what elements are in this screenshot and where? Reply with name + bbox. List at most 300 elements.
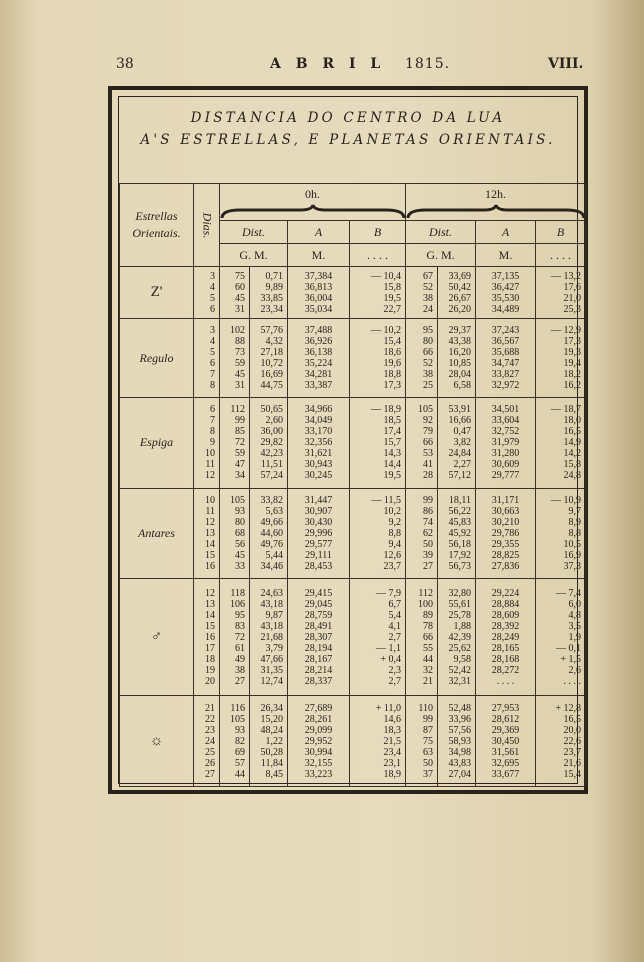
table-value: 52,48 <box>448 702 471 714</box>
table-value: 17,4 <box>383 426 401 438</box>
table-value: 29,952 <box>304 735 333 747</box>
table-value: 18,0 <box>563 415 581 427</box>
title-line-2: A'S ESTRELLAS, E PLANETAS ORIENTAIS. <box>140 132 556 148</box>
table-value: 29,996 <box>304 527 333 539</box>
b-header-12h: B <box>536 221 586 244</box>
table-value: 10,5 <box>563 538 581 550</box>
table-value: 15 <box>205 549 215 561</box>
table-value: 105 <box>230 494 245 506</box>
hour12-header: 12h. <box>406 184 586 205</box>
table-value: 12 <box>205 470 215 482</box>
table-value: 30,450 <box>491 735 520 747</box>
table-value: 22,6 <box>563 735 581 747</box>
star-group-row <box>120 319 586 397</box>
table-value: 56 <box>235 538 245 550</box>
table-value: 16,5 <box>563 426 581 438</box>
table-value: 60 <box>235 281 245 293</box>
table-value: 24,84 <box>448 448 471 460</box>
table-value: 18,11 <box>448 494 471 506</box>
hour0-header: 0h. <box>220 184 406 205</box>
table-value: 16,2 <box>563 380 581 391</box>
table-value: 21 <box>423 675 433 687</box>
table-value: 105 <box>418 404 433 416</box>
table-value: 20,0 <box>563 724 581 736</box>
table-value: 28 <box>423 470 433 482</box>
gm-unit-0h: G. M. <box>220 244 288 267</box>
table-value: 116 <box>230 702 245 714</box>
table-value: 28,825 <box>491 549 520 561</box>
table-value: . . . . <box>563 675 581 687</box>
table-value: 44,60 <box>260 527 283 539</box>
distance-table <box>119 183 586 787</box>
table-value: 35,688 <box>491 347 520 358</box>
table-value: 14,2 <box>563 448 581 460</box>
table-value: 28,194 <box>304 642 333 654</box>
table-value: 45,83 <box>448 516 471 528</box>
table-value: 32,695 <box>491 757 520 769</box>
table-value: 73 <box>235 347 245 358</box>
a-0h-cell <box>288 267 350 319</box>
table-value: 18,5 <box>383 415 401 427</box>
table-value: 9,4 <box>388 538 401 550</box>
star-name: Z' <box>150 284 163 301</box>
b-header-0h: B <box>350 221 406 244</box>
a-0h-cell <box>288 397 350 488</box>
table-value: 2,7 <box>388 631 401 643</box>
table-value: 27,04 <box>448 768 471 780</box>
table-value: 6 <box>210 303 215 315</box>
table-value: 23,1 <box>383 757 401 769</box>
table-value: 41 <box>423 459 433 471</box>
b-12h-cell <box>536 696 586 787</box>
table-value: 95 <box>423 325 433 336</box>
b-12h-cell <box>536 579 586 696</box>
table-value: 28,612 <box>491 713 520 725</box>
table-value: 27,836 <box>491 560 520 572</box>
a-0h-cell <box>288 319 350 397</box>
star-name-cell <box>120 397 194 488</box>
degrees-0h-cell <box>220 267 250 319</box>
table-value: 9 <box>210 437 215 449</box>
degrees-0h-cell <box>220 488 250 579</box>
table-value: 22 <box>205 713 215 725</box>
table-value: 33,170 <box>304 426 333 438</box>
table-value: 33,677 <box>491 768 520 780</box>
table-value: 37,3 <box>563 560 581 572</box>
table-value: 30,609 <box>491 459 520 471</box>
table-value: 55,61 <box>448 598 471 610</box>
table-value: 80 <box>235 516 245 528</box>
a-12h-cell <box>476 267 536 319</box>
table-value: 33,223 <box>304 768 333 780</box>
table-value: 30,994 <box>304 746 333 758</box>
table-value: 29,577 <box>304 538 333 550</box>
table-value: 15,8 <box>383 281 401 293</box>
table-value: — 7,4 <box>556 587 581 599</box>
degrees-0h-cell <box>220 319 250 397</box>
table-value: 43,38 <box>448 336 471 347</box>
table-value: 59 <box>235 358 245 369</box>
table-value: 16,20 <box>448 347 471 358</box>
minutes-12h-cell <box>438 696 476 787</box>
table-value: — 7,9 <box>376 587 401 599</box>
table-value: 49 <box>235 653 245 665</box>
table-value: 66 <box>423 437 433 449</box>
table-value: 27,18 <box>260 347 283 358</box>
table-value: 2,6 <box>568 664 581 676</box>
b-0h-cell <box>350 397 406 488</box>
table-value: 14 <box>205 538 215 550</box>
minutes-12h-cell <box>438 397 476 488</box>
table-value: 105 <box>230 713 245 725</box>
star-name: Espiga <box>139 435 174 450</box>
minutes-12h-cell <box>438 267 476 319</box>
table-value: 24 <box>423 303 433 315</box>
table-value: + 1,5 <box>560 653 581 665</box>
table-value: 27 <box>423 560 433 572</box>
brace-0h <box>220 204 406 221</box>
table-value: 28,609 <box>491 609 520 621</box>
table-value: 16,69 <box>260 369 283 380</box>
table-value: 63 <box>423 746 433 758</box>
table-value: 34,489 <box>491 303 520 315</box>
table-value: 1,22 <box>265 735 283 747</box>
table-value: 14,9 <box>563 437 581 449</box>
table-value: 92 <box>423 415 433 427</box>
table-value: 8,8 <box>568 527 581 539</box>
table-value: 37,488 <box>304 325 333 336</box>
table-value: 36,813 <box>304 281 333 293</box>
degrees-12h-cell <box>406 696 438 787</box>
table-value: 23 <box>205 724 215 736</box>
table-value: 78 <box>423 620 433 632</box>
table-value: 86 <box>423 505 433 517</box>
table-value: 57 <box>235 757 245 769</box>
table-value: 2,27 <box>453 459 471 471</box>
table-value: 16 <box>205 560 215 572</box>
table-value: 62 <box>423 527 433 539</box>
table-value: 27,953 <box>491 702 520 714</box>
table-value: — 11,5 <box>371 494 401 506</box>
table-value: 50,65 <box>260 404 283 416</box>
table-value: 6,0 <box>568 598 581 610</box>
table-value: 23,7 <box>383 560 401 572</box>
table-value: 44,75 <box>260 380 283 391</box>
table-value: 29,415 <box>304 587 333 599</box>
table-value: 83 <box>235 620 245 632</box>
table-value: 55 <box>423 642 433 654</box>
page-number: 38 <box>116 56 134 72</box>
table-value: 45 <box>235 549 245 561</box>
a-header-12h: A <box>476 221 536 244</box>
table-value: 28,307 <box>304 631 333 643</box>
table-value: 17,3 <box>383 380 401 391</box>
table-value: 59 <box>235 448 245 460</box>
table-value: 28,167 <box>304 653 333 665</box>
table-value: 7 <box>210 369 215 380</box>
table-value: 28,453 <box>304 560 333 572</box>
table-value: 22,7 <box>383 303 401 315</box>
degrees-12h-cell <box>406 488 438 579</box>
table-value: — 18,9 <box>371 404 401 416</box>
table-value: 34,747 <box>491 358 520 369</box>
minutes-0h-cell <box>250 397 288 488</box>
table-value: 9,2 <box>388 516 401 528</box>
table-value: 43,18 <box>260 620 283 632</box>
table-value: 32,80 <box>448 587 471 599</box>
table-value: 45 <box>235 292 245 304</box>
table-value: 102 <box>230 325 245 336</box>
table-value: 44 <box>235 768 245 780</box>
table-value: 15 <box>205 620 215 632</box>
table-value: 14,6 <box>383 713 401 725</box>
table-value: 85 <box>235 426 245 438</box>
table-value: 110 <box>418 702 433 714</box>
table-value: 4 <box>210 281 215 293</box>
table-value: 33,85 <box>260 292 283 304</box>
table-value: 3,79 <box>265 642 283 654</box>
table-value: 18,3 <box>383 724 401 736</box>
star-column-header: Estrellas Orientais. <box>120 184 194 267</box>
table-value: 36,427 <box>491 281 520 293</box>
table-value: 13 <box>205 598 215 610</box>
table-value: 28,261 <box>304 713 333 725</box>
table-value: 66 <box>423 631 433 643</box>
curly-brace-icon <box>220 204 406 220</box>
table-value: 66 <box>423 347 433 358</box>
minutes-0h-cell <box>250 319 288 397</box>
table-value: 43,18 <box>260 598 283 610</box>
table-value: 31,280 <box>491 448 520 460</box>
table-value: 57,76 <box>260 325 283 336</box>
days-cell <box>194 397 220 488</box>
table-value: 17,92 <box>448 549 471 561</box>
degrees-12h-cell <box>406 579 438 696</box>
table-value: 19,6 <box>383 358 401 369</box>
table-value: 37,135 <box>491 270 520 282</box>
table-value: 47,66 <box>260 653 283 665</box>
table-value: 75 <box>235 270 245 282</box>
table-value: 37,243 <box>491 325 520 336</box>
table-value: 87 <box>423 724 433 736</box>
table-value: 33,387 <box>304 380 333 391</box>
table-value: 33,827 <box>491 369 520 380</box>
table-value: 17,6 <box>563 281 581 293</box>
days-label: Dias. <box>200 212 215 238</box>
table-value: 14,4 <box>383 459 401 471</box>
table-value: 34,281 <box>304 369 333 380</box>
table-value: 9,87 <box>265 609 283 621</box>
table-value: 39 <box>423 549 433 561</box>
degrees-0h-cell <box>220 579 250 696</box>
a-12h-cell <box>476 397 536 488</box>
table-value: 30,210 <box>491 516 520 528</box>
table-value: 9,7 <box>568 505 581 517</box>
table-value: 3 <box>210 325 215 336</box>
table-value: 37 <box>423 768 433 780</box>
table-value: 28,214 <box>304 664 333 676</box>
table-value: 24,8 <box>563 470 581 482</box>
table-value: 21,68 <box>260 631 283 643</box>
table-value: 16,66 <box>448 415 471 427</box>
table-value: — 18,7 <box>551 404 581 416</box>
table-value: 99 <box>235 415 245 427</box>
table-value: 15,4 <box>563 768 581 780</box>
table-value: 79 <box>423 426 433 438</box>
table-value: 106 <box>230 598 245 610</box>
b-12h-cell <box>536 267 586 319</box>
table-value: 53,91 <box>448 404 471 416</box>
table-value: 42,39 <box>448 631 471 643</box>
table-value: 8 <box>210 426 215 438</box>
table-value: 14,3 <box>383 448 401 460</box>
table-value: 38 <box>423 369 433 380</box>
table-value: 29,777 <box>491 470 520 482</box>
table-value: 118 <box>230 587 245 599</box>
table-value: 82 <box>235 735 245 747</box>
table-value: 23,7 <box>563 746 581 758</box>
table-value: 10 <box>205 448 215 460</box>
table-value: 34,049 <box>304 415 333 427</box>
table-value: 26,67 <box>448 292 471 304</box>
table-value: 4,8 <box>568 609 581 621</box>
table-value: 25 <box>205 746 215 758</box>
table-value: 35,530 <box>491 292 520 304</box>
table-value: 29,369 <box>491 724 520 736</box>
table-value: 5,44 <box>265 549 283 561</box>
table-title <box>119 107 577 151</box>
table-value: 25 <box>423 380 433 391</box>
table-value: 9,89 <box>265 281 283 293</box>
table-value: 28,337 <box>304 675 333 687</box>
table-value: 35,034 <box>304 303 333 315</box>
table-value: + 0,4 <box>380 653 401 665</box>
table-value: 10,85 <box>448 358 471 369</box>
b-12h-cell <box>536 488 586 579</box>
table-value: 100 <box>418 598 433 610</box>
table-value: 67 <box>423 270 433 282</box>
a-0h-cell <box>288 696 350 787</box>
table-value: 0,71 <box>265 270 283 282</box>
table-value: 21 <box>205 702 215 714</box>
table-value: 8,9 <box>568 516 581 528</box>
table-value: 29,82 <box>260 437 283 449</box>
table-value: 31,561 <box>491 746 520 758</box>
b-0h-cell <box>350 488 406 579</box>
table-value: 18,9 <box>383 768 401 780</box>
table-value: 23,4 <box>383 746 401 758</box>
table-value: 18,6 <box>383 347 401 358</box>
table-value: 36,567 <box>491 336 520 347</box>
table-value: 25,3 <box>563 303 581 315</box>
table-value: 17,3 <box>563 336 581 347</box>
month-heading <box>270 56 450 72</box>
table-value: 2,3 <box>388 664 401 676</box>
degrees-0h-cell <box>220 397 250 488</box>
table-value: 48,24 <box>260 724 283 736</box>
table-value: 8,8 <box>388 527 401 539</box>
table-value: 30,245 <box>304 470 333 482</box>
table-value: 15,4 <box>383 336 401 347</box>
table-value: 56,73 <box>448 560 471 572</box>
b-12h-cell <box>536 319 586 397</box>
table-value: — 1,1 <box>376 642 401 654</box>
days-column-header <box>194 184 220 267</box>
table-value: 12,74 <box>260 675 283 687</box>
table-value: 34,501 <box>491 404 520 416</box>
table-value: 25,62 <box>448 642 471 654</box>
table-value: 28,249 <box>491 631 520 643</box>
table-value: 29,045 <box>304 598 333 610</box>
table-value: 74 <box>423 516 433 528</box>
star-name-cell <box>120 267 194 319</box>
table-value: 30,430 <box>304 516 333 528</box>
table-value: 29,37 <box>448 325 471 336</box>
table-value: 29,786 <box>491 527 520 539</box>
table-value: 57,56 <box>448 724 471 736</box>
table-value: 28,759 <box>304 609 333 621</box>
table-value: 28,272 <box>491 664 520 676</box>
table-value: 12 <box>205 516 215 528</box>
table-frame <box>108 86 588 794</box>
star-group-row <box>120 397 586 488</box>
a-0h-cell <box>288 488 350 579</box>
table-value: 4,32 <box>265 336 283 347</box>
table-value: 38 <box>423 292 433 304</box>
running-header <box>0 56 644 78</box>
b-0h-cell <box>350 696 406 787</box>
table-value: 36,926 <box>304 336 333 347</box>
days-cell <box>194 579 220 696</box>
table-value: 56,18 <box>448 538 471 550</box>
table-value: 53 <box>423 448 433 460</box>
a-12h-cell <box>476 696 536 787</box>
table-value: 19 <box>205 664 215 676</box>
star-group-row <box>120 488 586 579</box>
table-value: 30,907 <box>304 505 333 517</box>
table-value: 42,23 <box>260 448 283 460</box>
table-value: 49,76 <box>260 538 283 550</box>
table-value: 32,155 <box>304 757 333 769</box>
gm-unit-12h: G. M. <box>406 244 476 267</box>
table-value: 5,63 <box>265 505 283 517</box>
table-value: 11 <box>205 459 215 471</box>
table-value: — 12,9 <box>551 325 581 336</box>
days-cell <box>194 696 220 787</box>
table-value: 33,69 <box>448 270 471 282</box>
b-0h-cell <box>350 267 406 319</box>
b-12h-cell <box>536 397 586 488</box>
a-header-0h: A <box>288 221 350 244</box>
table-value: 57,12 <box>448 470 471 482</box>
table-value: 10,72 <box>260 358 283 369</box>
table-value: 15,8 <box>563 459 581 471</box>
table-value: 16,5 <box>563 713 581 725</box>
table-value: 80 <box>423 336 433 347</box>
table-value: 15,7 <box>383 437 401 449</box>
table-value: 33,604 <box>491 415 520 427</box>
b-0h-cell <box>350 579 406 696</box>
table-value: — 10,2 <box>371 325 401 336</box>
table-value: 50,28 <box>260 746 283 758</box>
table-value: 21,0 <box>563 292 581 304</box>
table-value: 34,966 <box>304 404 333 416</box>
table-value: 7 <box>210 415 215 427</box>
table-value: 16,9 <box>563 549 581 561</box>
table-value: 18 <box>205 653 215 665</box>
table-value: 12 <box>205 587 215 599</box>
table-value: 21,5 <box>383 735 401 747</box>
